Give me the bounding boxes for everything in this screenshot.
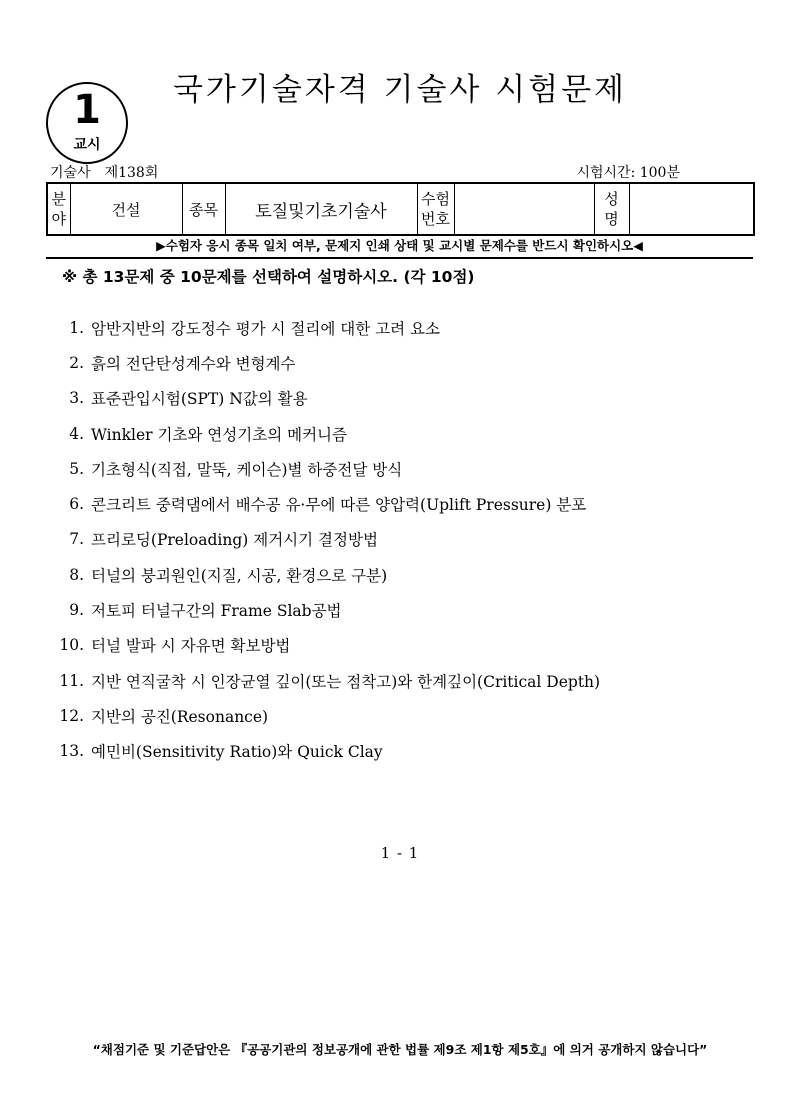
notice-banner: ▶수험자 응시 종목 일치 여부, 문제지 인쇄 상태 및 교시별 문제수를 반드시 확인하시오◀ bbox=[156, 238, 643, 253]
question-item: 8. 터널의 붕괴원인(지질, 시공, 환경으로 구분) bbox=[69, 565, 388, 585]
page-title: 국가기술자격 기술사 시험문제 bbox=[172, 72, 627, 108]
question-item: 10. 터널 발파 시 자유면 확보방법 bbox=[59, 636, 291, 656]
exam-round: 제138회 bbox=[104, 165, 159, 181]
session-number: 1 bbox=[73, 87, 101, 133]
question-item: 4. Winkler 기초와 연성기초의 메커니즘 bbox=[69, 424, 347, 444]
question-item: 9. 저토피 터널구간의 Frame Slab공법 bbox=[69, 601, 342, 621]
footer-notice: “채점기준 및 기준답안은 『공공기관의 정보공개에 관한 법률 제9조 제1항 제5호』에 의거 공개하지 않습니다” bbox=[92, 1042, 708, 1057]
question-item: 7. 프리로딩(Preloading) 제거시기 결정방법 bbox=[69, 530, 378, 550]
question-item: 12. 지반의 공진(Resonance) bbox=[59, 706, 269, 726]
exam-time: 시험시간: 100분 bbox=[576, 165, 680, 181]
name-label: 성 명 bbox=[594, 183, 629, 235]
question-item: 13. 예민비(Sensitivity Ratio)와 Quick Clay bbox=[59, 742, 383, 762]
question-item: 2. 흙의 전단탄성계수와 변형계수 bbox=[69, 353, 296, 373]
question-item: 6. 콘크리트 중력댐에서 배수공 유·무에 따른 양압력(Uplift Pressure) 분포 bbox=[69, 495, 587, 515]
exam-meta bbox=[50, 163, 158, 183]
exam-number-label: 수험 번호 bbox=[417, 183, 454, 235]
session-badge bbox=[46, 82, 128, 164]
question-item: 3. 표준관입시험(SPT) N값의 활용 bbox=[69, 389, 308, 409]
session-label: 교시 bbox=[73, 137, 101, 153]
name-field[interactable] bbox=[629, 183, 754, 235]
exam-info-table bbox=[46, 182, 755, 236]
question-item: 11. 지반 연직굴착 시 인장균열 깊이(또는 점착고)와 한계깊이(Critical Depth) bbox=[59, 671, 601, 691]
field-label: 분 야 bbox=[47, 183, 70, 235]
exam-number-field[interactable] bbox=[454, 183, 594, 235]
field-value: 건설 bbox=[70, 183, 182, 235]
item-label: 종목 bbox=[182, 183, 225, 235]
question-list bbox=[46, 310, 746, 769]
page-number: 1 - 1 bbox=[380, 844, 420, 862]
divider bbox=[46, 257, 753, 259]
question-item: 5. 기초형식(직접, 말뚝, 케이슨)별 하중전달 방식 bbox=[69, 459, 403, 479]
instruction: ※ 총 13문제 중 10문제를 선택하여 설명하시오. (각 10점) bbox=[62, 268, 475, 286]
question-item: 1. 암반지반의 강도정수 평가 시 절리에 대한 고려 요소 bbox=[69, 318, 440, 338]
item-value: 토질및기초기술사 bbox=[225, 183, 417, 235]
exam-grade: 기술사 bbox=[50, 165, 91, 181]
